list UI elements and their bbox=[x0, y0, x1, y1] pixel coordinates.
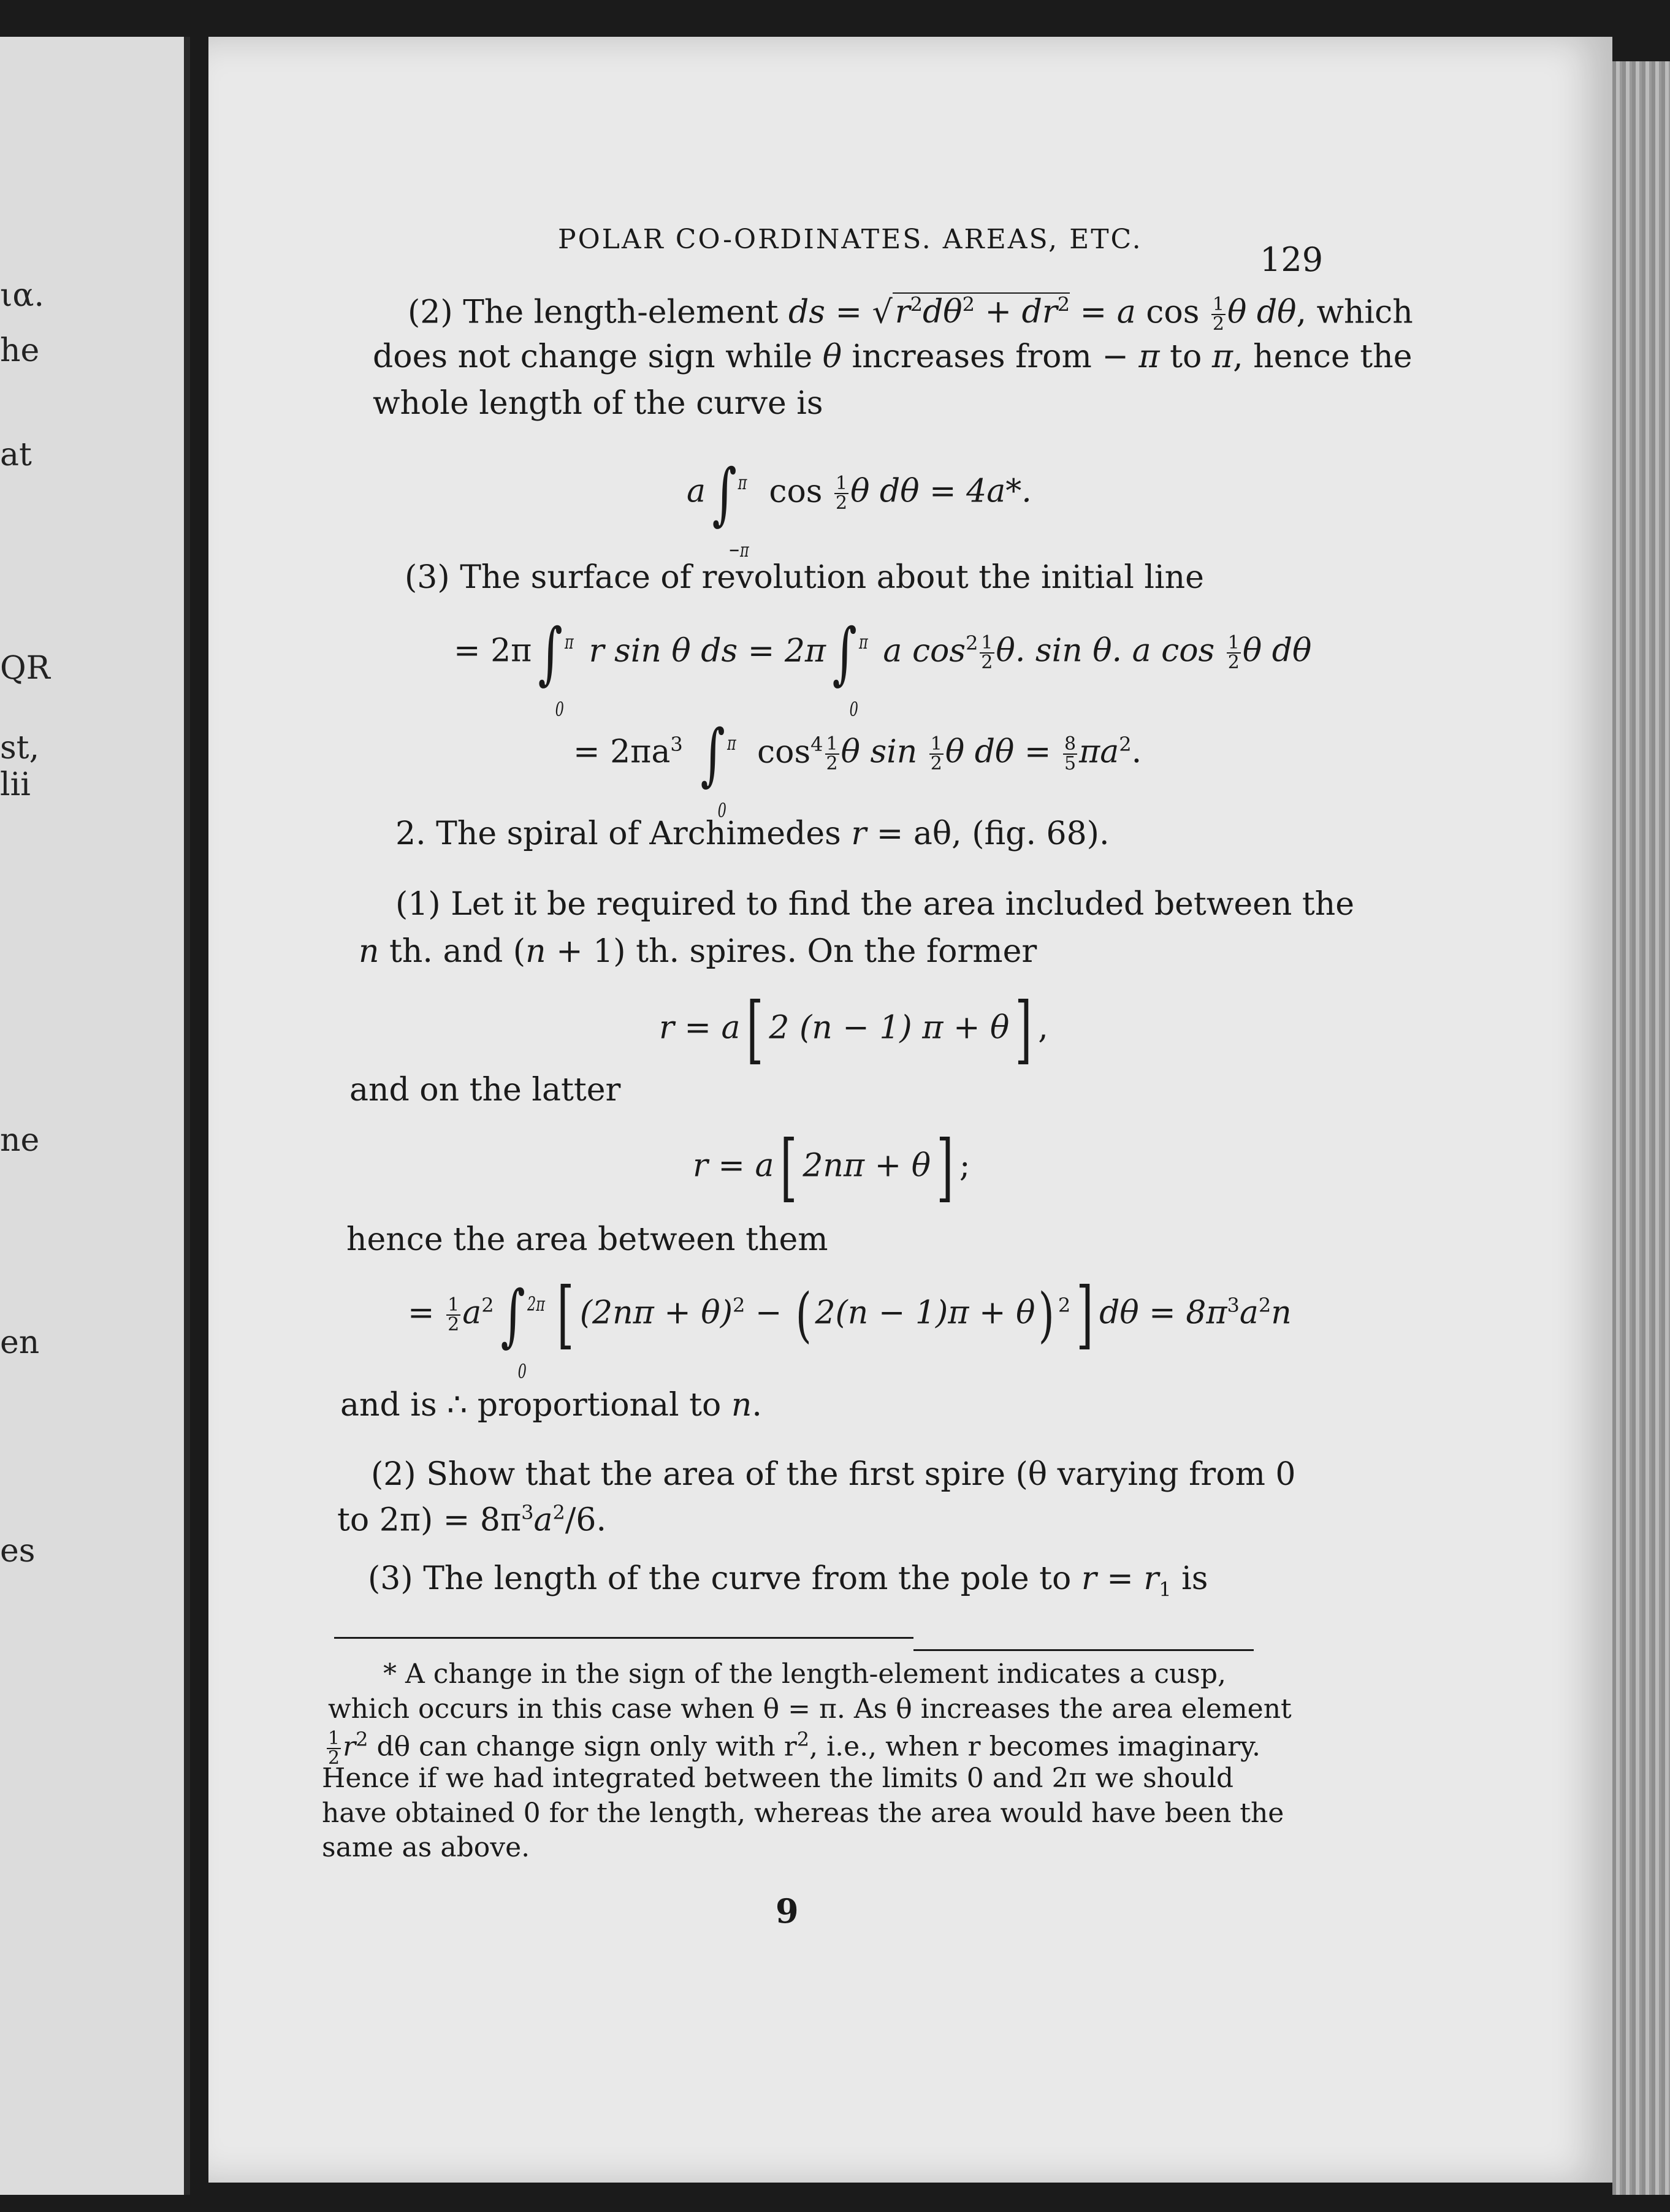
math-n: n bbox=[359, 933, 379, 970]
math-r: r bbox=[894, 294, 910, 331]
equation-surface-a bbox=[454, 614, 1312, 721]
running-title: POLAR CO-ORDINATES. AREAS, ETC. bbox=[558, 224, 1143, 255]
paren-left: ( bbox=[795, 1281, 812, 1349]
paragraph-length-line-1 bbox=[408, 293, 1413, 334]
upper-limit: π bbox=[738, 471, 747, 494]
superscript: 2 bbox=[1119, 733, 1132, 757]
upper-limit: 2π bbox=[527, 1292, 545, 1316]
integral-sign: ∫ 2π 0 bbox=[500, 1287, 525, 1343]
section-2-p2-line-1: (2) Show that the area of the first spire (θ varying from 0 bbox=[371, 1456, 1296, 1493]
math-text: 2nπ + θ bbox=[803, 1147, 931, 1184]
integral-sign: ∫ π 0 bbox=[833, 625, 857, 681]
text: , bbox=[1038, 1009, 1048, 1047]
radicand: $r^2d\theta^2 + dr^2$ bbox=[893, 292, 1070, 330]
integral-sign: ∫ π 0 bbox=[700, 727, 725, 782]
text: = bbox=[825, 294, 872, 331]
math-theta-dtheta: θ dθ bbox=[1227, 294, 1297, 331]
math-text: θ dθ = bbox=[945, 733, 1061, 771]
math-r: r bbox=[343, 1731, 356, 1763]
math-a: a bbox=[1239, 1294, 1259, 1332]
integral-sign: ∫ π −π bbox=[712, 466, 737, 521]
section-2-p3-line-1 bbox=[368, 1560, 1208, 1601]
subscript: 1 bbox=[1159, 1577, 1172, 1601]
upper-limit: π bbox=[859, 630, 868, 654]
sqrt-sign: √ bbox=[872, 294, 893, 331]
text: and is ∴ proportional to bbox=[340, 1387, 731, 1424]
left-fragment: lii bbox=[0, 766, 31, 803]
bracket-left: [ bbox=[745, 987, 763, 1072]
text: is bbox=[1171, 1560, 1208, 1597]
left-fragment: QR bbox=[0, 650, 50, 687]
footnote-line-1: * A change in the sign of the length-element indicates a cusp, bbox=[383, 1658, 1227, 1690]
equation-length bbox=[687, 454, 1032, 562]
math-text: θ. sin θ. a cos bbox=[996, 632, 1225, 669]
text: − bbox=[745, 1294, 792, 1332]
text: ; bbox=[959, 1147, 970, 1184]
section-2-heading bbox=[395, 815, 1110, 852]
text: = aθ, (fig. 68). bbox=[866, 815, 1110, 852]
equation-latter bbox=[693, 1125, 970, 1210]
text: , which bbox=[1296, 294, 1413, 331]
math-r: r bbox=[851, 815, 867, 852]
bracket-left: [ bbox=[779, 1125, 797, 1210]
text: = bbox=[408, 1294, 445, 1332]
fraction-half: $\frac{1}{2}$ bbox=[1227, 632, 1240, 673]
text: = bbox=[1070, 294, 1117, 331]
page-number: 129 bbox=[1260, 240, 1324, 279]
paren-right: ) bbox=[1039, 1281, 1055, 1349]
lower-limit: 0 bbox=[517, 1360, 527, 1383]
text: th. and ( bbox=[379, 933, 526, 970]
equation-area bbox=[408, 1272, 1292, 1383]
footnote-line-5: have obtained 0 for the length, whereas the area would have been the bbox=[322, 1798, 1284, 1829]
fraction-half: $\frac{1}{2}$ bbox=[448, 1294, 460, 1335]
footnote-rule bbox=[913, 1649, 1254, 1651]
math-text: dθ = 8π bbox=[1099, 1294, 1227, 1332]
text: cos bbox=[757, 733, 811, 771]
lower-limit: −π bbox=[728, 538, 749, 562]
math-text: 2(n − 1)π + θ bbox=[815, 1294, 1035, 1332]
math-r: r = r bbox=[1081, 1560, 1159, 1597]
math-rest: θ dθ = 4a*. bbox=[850, 473, 1032, 510]
text: . bbox=[1131, 733, 1142, 771]
lower-limit: 0 bbox=[555, 698, 565, 721]
lower-limit: 0 bbox=[849, 698, 858, 721]
text: , i.e., when r becomes imaginary. bbox=[809, 1731, 1261, 1763]
math-text: r sin θ ds = 2π bbox=[589, 632, 826, 669]
footnote-line-4: Hence if we had integrated between the limits 0 and 2π we should bbox=[322, 1763, 1234, 1794]
superscript: 3 bbox=[1227, 1294, 1240, 1318]
fraction-half: $\frac{1}{2}$ bbox=[1212, 293, 1225, 335]
superscript: 2 bbox=[796, 1728, 810, 1751]
upper-limit: π bbox=[726, 731, 736, 755]
text: (3) The length of the curve from the pole to bbox=[368, 1560, 1081, 1597]
math-n: n bbox=[525, 933, 546, 970]
paragraph-length-line-2 bbox=[373, 338, 1412, 375]
footnote-rule bbox=[334, 1637, 913, 1639]
superscript: 4 bbox=[810, 733, 823, 757]
text: = 2π bbox=[454, 632, 532, 669]
math-text: a cos bbox=[883, 632, 966, 669]
superscript: 3 bbox=[521, 1501, 534, 1524]
math-pi: π bbox=[1211, 338, 1233, 375]
latter-text: and on the latter bbox=[349, 1072, 621, 1108]
footnote-line-2: which occurs in this case when θ = π. As θ increases the area element bbox=[328, 1693, 1292, 1725]
equation-surface-b bbox=[573, 715, 1142, 822]
math-a: a bbox=[1116, 294, 1136, 331]
section-2-p2-line-2 bbox=[337, 1501, 606, 1538]
math-text: θ dθ bbox=[1242, 632, 1312, 669]
bracket-right: ] bbox=[1015, 987, 1032, 1072]
superscript: 3 bbox=[670, 733, 683, 757]
fraction-half: $\frac{1}{2}$ bbox=[981, 632, 993, 673]
bracket-right: ] bbox=[1076, 1272, 1094, 1357]
text: /6. bbox=[565, 1501, 607, 1539]
fraction-half: $\frac{1}{2}$ bbox=[835, 473, 848, 514]
superscript: 2 bbox=[966, 631, 978, 655]
left-fragment: en bbox=[0, 1324, 40, 1361]
lower-limit: 0 bbox=[717, 799, 726, 822]
paragraph-length-line-3: whole length of the curve is bbox=[373, 385, 823, 422]
text: = 2πa bbox=[573, 733, 671, 771]
text: cos bbox=[1135, 294, 1210, 331]
signature-mark: 9 bbox=[776, 1891, 799, 1931]
integral-sign: ∫ π 0 bbox=[538, 625, 563, 681]
left-fragment: es bbox=[0, 1533, 36, 1569]
math-a: a bbox=[462, 1294, 482, 1332]
text: cos bbox=[769, 473, 833, 510]
math-n: n bbox=[1271, 1294, 1292, 1332]
text: to bbox=[1159, 338, 1212, 375]
math-theta: θ bbox=[822, 338, 842, 375]
left-fragment: ια. bbox=[0, 277, 45, 314]
superscript: 2 bbox=[552, 1501, 565, 1524]
fraction-half: $\frac{1}{2}$ bbox=[826, 733, 838, 774]
section-2-p1-line-2 bbox=[359, 933, 1037, 970]
math-neg-pi: − π bbox=[1102, 338, 1160, 375]
superscript: 2 bbox=[1058, 1294, 1071, 1318]
bracket-right: ] bbox=[936, 1125, 954, 1210]
math-a: a bbox=[533, 1501, 553, 1539]
superscript: 2 bbox=[481, 1294, 494, 1318]
paragraph-surface-line-1: (3) The surface of revolution about the initial line bbox=[405, 559, 1204, 596]
text: + 1) th. spires. On the former bbox=[546, 933, 1037, 970]
text: does not change sign while bbox=[373, 338, 823, 375]
text: dθ can change sign only with r bbox=[368, 1731, 797, 1763]
fraction-half: $\frac{1}{2}$ bbox=[328, 1728, 340, 1769]
superscript: 2 bbox=[1258, 1294, 1272, 1318]
hence-text: hence the area between them bbox=[346, 1221, 828, 1258]
section-2-p1-line-1: (1) Let it be required to find the area included between the bbox=[395, 886, 1355, 923]
footnote-line-6: same as above. bbox=[322, 1832, 530, 1863]
math-text: πa bbox=[1079, 733, 1119, 771]
math-text: (2nπ + θ) bbox=[579, 1294, 733, 1332]
math-text: 2 (n − 1) π + θ bbox=[769, 1009, 1010, 1047]
upper-limit: π bbox=[565, 630, 574, 654]
left-fragment: st, bbox=[0, 730, 40, 766]
text: to 2π) = 8π bbox=[337, 1501, 522, 1539]
fraction-eight-fifths: $\frac{8}{5}$ bbox=[1064, 733, 1077, 774]
math-dr: dr bbox=[1021, 294, 1058, 331]
superscript: 2 bbox=[356, 1728, 368, 1751]
superscript: 2 bbox=[732, 1294, 745, 1318]
left-fragment: he bbox=[0, 332, 40, 369]
text: + bbox=[974, 294, 1022, 331]
math-text: r = a bbox=[659, 1009, 741, 1047]
bracket-left: [ bbox=[557, 1272, 574, 1357]
math-dtheta: dθ bbox=[922, 294, 963, 331]
math-text: θ sin bbox=[841, 733, 928, 771]
text: , hence the bbox=[1233, 338, 1413, 375]
math-text: r = a bbox=[693, 1147, 774, 1184]
proportional-text bbox=[340, 1387, 762, 1424]
text: 2. The spiral of Archimedes bbox=[395, 815, 852, 852]
math-ds: ds bbox=[788, 294, 825, 331]
equation-former bbox=[659, 987, 1048, 1072]
text: increases from bbox=[842, 338, 1102, 375]
left-fragment: ne bbox=[0, 1122, 40, 1159]
fraction-half: $\frac{1}{2}$ bbox=[930, 733, 942, 774]
footnote-line-3 bbox=[325, 1728, 1260, 1768]
math-n: n bbox=[731, 1387, 752, 1424]
text: (2) The length-element bbox=[408, 294, 788, 331]
math-a: a bbox=[687, 473, 706, 510]
text: . bbox=[752, 1387, 762, 1424]
left-fragment: at bbox=[0, 437, 32, 473]
